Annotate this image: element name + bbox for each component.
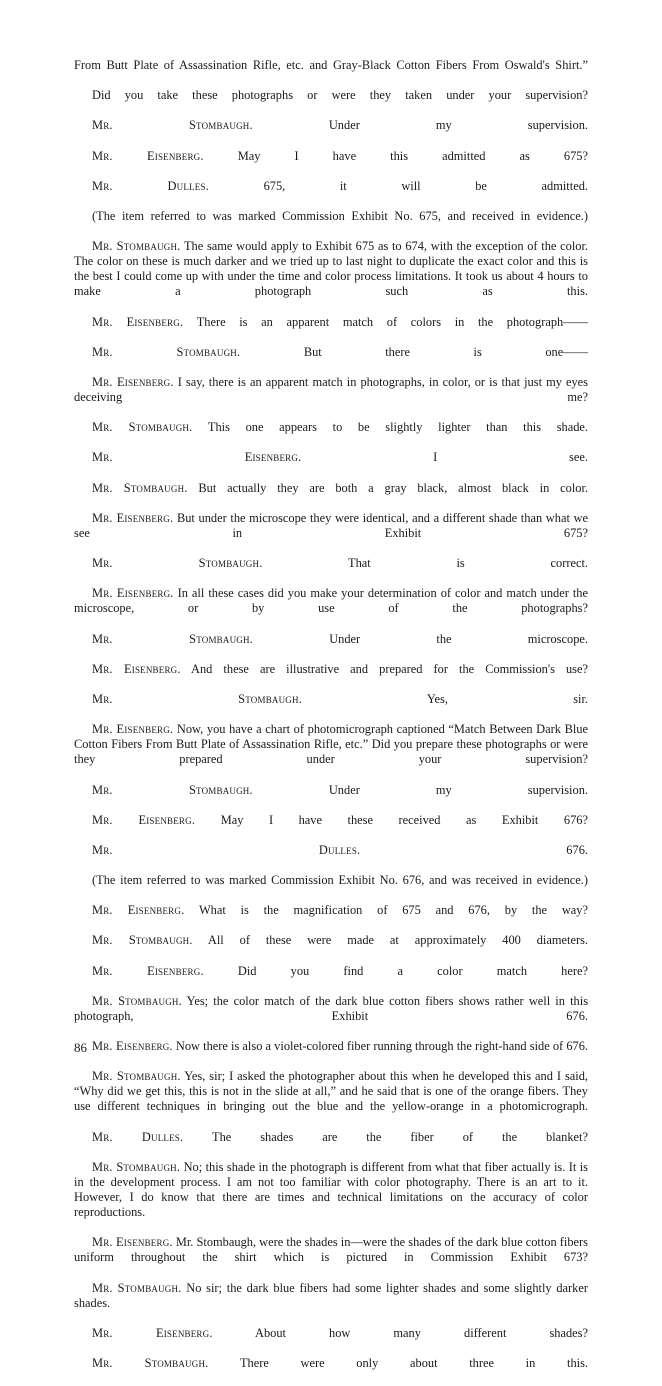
speaker-label: Mr. Stombaugh. (92, 933, 193, 948)
speaker-label: Mr. Eisenberg. (92, 1325, 213, 1340)
transcript-paragraph (74, 118, 588, 148)
paragraph-text: The shades are the fiber of the blanket? (212, 1129, 588, 1144)
transcript-paragraph (74, 375, 588, 420)
speaker-label: Mr. Stombaugh. (92, 556, 263, 571)
transcript-paragraph (74, 1130, 588, 1160)
paragraph-text: Now there is also a violet-colored fiber running through the right-hand side of 676. (175, 1039, 589, 1054)
speaker-label: Mr. Stombaugh. (92, 239, 181, 254)
transcript-paragraph (74, 692, 588, 722)
paragraph-text: And these are illustrative and prepared for the Commission's use? (191, 661, 588, 676)
transcript-paragraph (74, 315, 588, 345)
speaker-label: Mr. Stombaugh. (92, 1159, 181, 1174)
speaker-label: Mr. Eisenberg. (92, 510, 174, 525)
speaker-label: Mr. Eisenberg. (92, 148, 204, 163)
transcript-paragraph (74, 239, 588, 314)
paragraph-text: About how many different shades? (255, 1325, 589, 1340)
transcript-paragraph (74, 1326, 588, 1356)
transcript-paragraph (74, 586, 588, 631)
speaker-label: Mr. Eisenberg. (92, 661, 181, 676)
paragraph-text: The same would apply to Exhibit 675 as to 674, with the exception of the color. The color on these is much darker and we tried up to last night to duplicate the exact color and this is the best I could come up with under the time and color process limitations. It took us about 4 hours to make a photograph such as this. (74, 239, 589, 299)
paragraph-text: Under my supervision. (328, 118, 588, 133)
paragraph-text: All of these were made at approximately 400 diameters. (207, 933, 588, 948)
transcript-paragraph (74, 1281, 588, 1326)
transcript-paragraph (74, 994, 588, 1039)
transcript-paragraph (74, 1039, 588, 1069)
transcript-paragraph (74, 420, 588, 450)
transcript-paragraph (74, 345, 588, 375)
paragraph-text: There is an apparent match of colors in the photograph—— (196, 314, 588, 329)
paragraph-text: 676. (566, 842, 588, 857)
paragraph-text: But under the microscope they were identical, and a different shade than what we see in Exhibit 675? (74, 510, 588, 540)
transcript-paragraph (74, 873, 588, 903)
transcript-paragraph (74, 632, 588, 662)
paragraph-text: In all these cases did you make your determination of color and match under the microscope, or by use of the photographs? (74, 586, 589, 616)
speaker-label: Mr. Stombaugh. (92, 118, 253, 133)
speaker-label: Mr. Eisenberg. (92, 1039, 173, 1054)
paragraph-text: Under my supervision. (328, 782, 588, 797)
speaker-label: Mr. Stombaugh. (92, 1280, 182, 1295)
page-number: 86 (74, 1040, 87, 1055)
transcript-paragraph (74, 783, 588, 813)
paragraph-text: From Butt Plate of Assassination Rifle, etc. and Gray-Black Cotton Fibers From Oswald's Shirt.” (74, 58, 588, 72)
speaker-label: Mr. Stombaugh. (92, 480, 188, 495)
paragraph-text: (The item referred to was marked Commission Exhibit No. 676, and was received in evidence.) (92, 873, 588, 888)
speaker-label: Mr. Stombaugh. (92, 631, 253, 646)
paragraph-text: But actually they are both a gray black, almost black in color. (198, 480, 588, 495)
paragraph-text: This one appears to be slightly lighter than this shade. (207, 420, 589, 435)
paragraph-text: 675, it will be admitted. (263, 178, 588, 193)
paragraph-text: May I have these received as Exhibit 676? (220, 812, 589, 827)
transcript-paragraph (74, 179, 588, 209)
speaker-label: Mr. Eisenberg. (92, 963, 204, 978)
paragraph-text: May I have this admitted as 675? (237, 148, 588, 163)
transcript-paragraph (74, 843, 588, 873)
speaker-label: Mr. Dulles. (92, 178, 209, 193)
paragraph-text: Yes; the color match of the dark blue cotton fibers shows rather well in this photograph, Exhibit 676. (74, 993, 589, 1023)
speaker-label: Mr. Stombaugh. (92, 1356, 209, 1371)
transcript-paragraph (74, 88, 588, 118)
speaker-label: Mr. Eisenberg. (92, 374, 174, 389)
transcript-paragraph (74, 933, 588, 963)
transcript-paragraph (74, 662, 588, 692)
transcript-paragraph (74, 1235, 588, 1280)
transcript-paragraph (74, 1069, 588, 1129)
transcript-paragraph (74, 903, 588, 933)
paragraph-text: (The item referred to was marked Commission Exhibit No. 675, and received in evidence.) (92, 208, 588, 223)
transcript-paragraph (74, 58, 588, 88)
transcript-paragraph (74, 556, 588, 586)
speaker-label: Mr. Eisenberg. (92, 586, 174, 601)
paragraph-text: Did you take these photographs or were they taken under your supervision? (92, 88, 588, 103)
speaker-label: Mr. Stombaugh. (92, 993, 182, 1008)
transcript-paragraph (74, 481, 588, 511)
paragraph-text: Did you find a color match here? (237, 963, 588, 978)
paragraph-text: No sir; the dark blue fibers had some lighter shades and some slightly darker shades. (74, 1280, 589, 1310)
transcript-body (74, 58, 588, 1386)
speaker-label: Mr. Eisenberg. (92, 812, 196, 827)
paragraph-text: That is correct. (348, 556, 588, 571)
paragraph-text: I see. (433, 450, 588, 465)
paragraph-text: There were only about three in this. (239, 1356, 589, 1371)
speaker-label: Mr. Stombaugh. (92, 691, 303, 706)
speaker-label: Mr. Dulles. (92, 842, 361, 857)
transcript-paragraph (74, 722, 588, 782)
speaker-label: Mr. Eisenberg. (92, 450, 302, 465)
transcript-paragraph (74, 450, 588, 480)
transcript-paragraph (74, 964, 588, 994)
paragraph-text: Yes, sir. (426, 691, 589, 706)
paragraph-text: But there is one—— (303, 344, 588, 359)
speaker-label: Mr. Stombaugh. (92, 420, 193, 435)
speaker-label: Mr. Dulles. (92, 1129, 184, 1144)
transcript-paragraph (74, 1356, 588, 1386)
paragraph-text: Yes, sir; I asked the photographer about this when he developed this and I said, “Why did we get this, this is not in the slide at all,” and he said that is one of the orange fibers. They use different techniques in bringing out the blue and the yellow-orange in a photomicrograph. (74, 1069, 588, 1114)
speaker-label: Mr. Eisenberg. (92, 1235, 173, 1250)
speaker-label: Mr. Stombaugh. (92, 344, 241, 359)
speaker-label: Mr. Eisenberg. (92, 722, 174, 737)
transcript-paragraph (74, 1160, 588, 1235)
transcript-paragraph (74, 149, 588, 179)
transcript-paragraph (74, 209, 588, 239)
paragraph-text: Now, you have a chart of photomicrograph captioned “Match Between Dark Blue Cotton Fibers From Butt Plate of Assassination Rifle, etc.” Did you prepare these photographs or were they prepared under your supervision? (74, 722, 588, 767)
speaker-label: Mr. Stombaugh. (92, 782, 253, 797)
paragraph-text: I say, there is an apparent match in photographs, in color, or is that just my eyes deceiving me? (74, 374, 588, 405)
paragraph-text: Mr. Stombaugh, were the shades in—were the shades of the dark blue cotton fibers uniform throughout the shirt which is pictured in Commission Exhibit 673? (74, 1235, 588, 1265)
transcript-paragraph (74, 813, 588, 843)
transcript-paragraph (74, 511, 588, 556)
paragraph-text: No; this shade in the photograph is different from what that fiber actually is. It is in the development process. I am not too familiar with color photography. There is an art to it. However, I do know that there are times and technical limitations on the accuracy of color reproductions. (74, 1159, 588, 1220)
speaker-label: Mr. Eisenberg. (92, 314, 184, 329)
speaker-label: Mr. Stombaugh. (92, 1069, 181, 1084)
paragraph-text: What is the magnification of 675 and 676, by the way? (198, 903, 588, 918)
speaker-label: Mr. Eisenberg. (92, 903, 185, 918)
paragraph-text: Under the microscope. (329, 631, 588, 646)
